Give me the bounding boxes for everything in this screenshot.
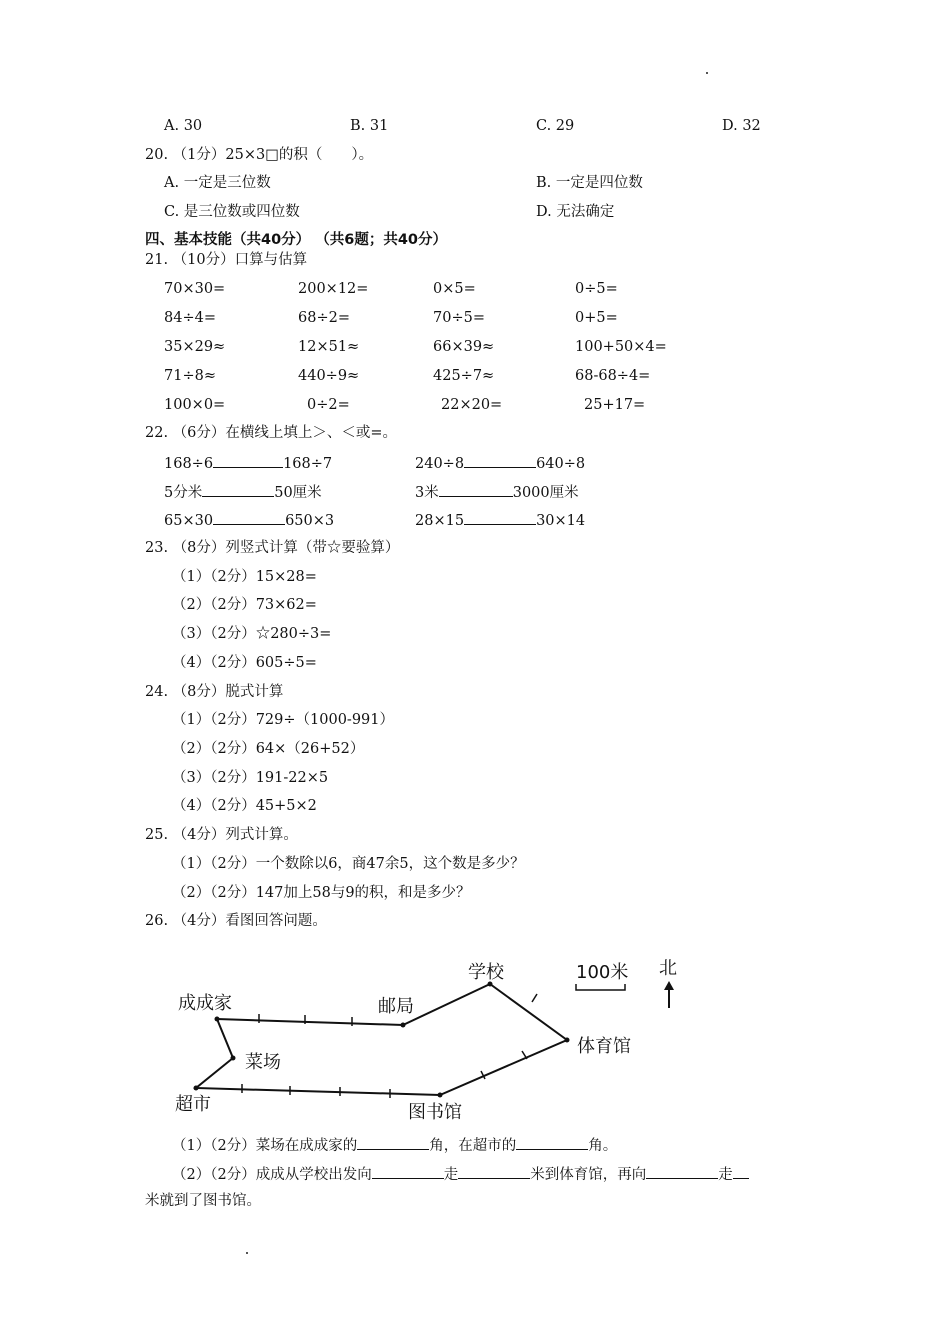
q21-cell: 71÷8≈	[164, 368, 216, 384]
q21-cell: 25+17=	[584, 397, 646, 413]
q20-option-d: D. 无法确定	[536, 204, 615, 220]
q24-item: （1）（2分）729÷（1000-991）	[172, 712, 395, 728]
answer-blank[interactable]	[372, 1166, 444, 1179]
q21-cell: 70÷5=	[433, 310, 485, 326]
q22-comparison	[164, 512, 334, 529]
dot-market	[231, 1056, 236, 1061]
answer-blank[interactable]	[213, 512, 285, 525]
route-map	[160, 950, 720, 1125]
answer-blank[interactable]	[458, 1166, 530, 1179]
q23-item: （1）（2分）15×28=	[172, 569, 317, 585]
q24-item: （2）（2分）64×（26+52）	[172, 741, 365, 757]
q26-sub1	[172, 1137, 617, 1154]
answer-blank[interactable]	[733, 1166, 749, 1179]
q22-comparison	[415, 455, 585, 472]
label-school: 学校	[468, 962, 504, 983]
answer-blank[interactable]	[646, 1166, 718, 1179]
q21-cell: 0÷2=	[307, 397, 350, 413]
q20-option-a: A. 一定是三位数	[164, 175, 271, 191]
q21-cell: 100×0=	[164, 397, 226, 413]
q26-sub2-continued: 米就到了图书馆。	[145, 1193, 261, 1209]
q22-right: 168÷7	[283, 456, 333, 472]
q21-cell: 0+5=	[575, 310, 618, 326]
q20-option-b: B. 一定是四位数	[536, 175, 643, 191]
dot-library	[438, 1093, 443, 1098]
q24-stem: 24. （8分）脱式计算	[145, 684, 284, 700]
q22-left: 168÷6	[164, 456, 214, 472]
dot-home	[215, 1017, 220, 1022]
q23-item: （4）（2分）605÷5=	[172, 655, 317, 671]
q21-cell: 425÷7≈	[433, 368, 495, 384]
q24-item: （4）（2分）45+5×2	[172, 798, 317, 814]
q20-stem: 20. （1分）25×3□的积（ ）。	[145, 147, 374, 163]
north-label: 北	[659, 958, 677, 979]
page-speck-bottom	[246, 1252, 248, 1254]
q21-cell: 0×5=	[433, 281, 476, 297]
q22-comparison	[415, 512, 585, 529]
label-supermarket: 超市	[175, 1094, 211, 1115]
q22-left: 5分米	[164, 485, 203, 501]
q21-cell: 84÷4=	[164, 310, 216, 326]
section-4-title: 四、基本技能（共40分） （共6题；共40分）	[145, 232, 447, 248]
q22-comparison	[415, 484, 579, 501]
q22-comparison	[164, 455, 332, 472]
dot-supermarket	[194, 1086, 199, 1091]
answer-blank[interactable]	[439, 484, 513, 497]
q22-right: 650×3	[285, 513, 335, 529]
q21-cell: 12×51≈	[298, 339, 360, 355]
q25-item: （1）（2分）一个数除以6，商47余5，这个数是多少？	[172, 856, 525, 872]
q22-stem: 22. （6分）在横线上填上＞、＜或=。	[145, 425, 398, 441]
scale-label: 100米	[576, 962, 629, 983]
q21-cell: 70×30=	[164, 281, 226, 297]
q20-option-c: C. 是三位数或四位数	[164, 204, 300, 220]
label-market: 菜场	[245, 1052, 281, 1073]
q19-option-c: C. 29	[536, 118, 575, 134]
answer-blank[interactable]	[464, 455, 536, 468]
q22-right: 50厘米	[274, 485, 322, 501]
q21-cell: 22×20=	[441, 397, 503, 413]
q26-sub2	[172, 1166, 749, 1183]
q26-sub1-text: 角，在超市的	[429, 1138, 517, 1154]
q22-right: 3000厘米	[512, 485, 579, 501]
q21-cell: 200×12=	[298, 281, 369, 297]
q22-left: 65×30	[164, 513, 214, 529]
label-library: 图书馆	[408, 1102, 462, 1123]
q26-sub1-text: 角。	[588, 1138, 618, 1154]
route-tick	[532, 994, 537, 1002]
dot-gym	[565, 1038, 570, 1043]
dot-post-office	[401, 1023, 406, 1028]
q21-cell: 100+50×4=	[575, 339, 667, 355]
scale-bar	[576, 962, 628, 990]
q22-left: 28×15	[415, 513, 465, 529]
label-post-office: 邮局	[378, 996, 414, 1017]
page-speck-top	[706, 72, 708, 74]
q23-item: （3）（2分）☆280÷3=	[172, 626, 332, 642]
q21-cell: 66×39≈	[433, 339, 495, 355]
q26-stem: 26. （4分）看图回答问题。	[145, 913, 327, 929]
scale-line	[576, 984, 625, 990]
q21-cell: 35×29≈	[164, 339, 226, 355]
q23-item: （2）（2分）73×62=	[172, 597, 317, 613]
q19-option-d: D. 32	[722, 118, 761, 134]
q26-sub1-text: （1）（2分）菜场在成成家的	[172, 1138, 358, 1154]
q22-comparison	[164, 484, 322, 501]
q24-item: （3）（2分）191-22×5	[172, 770, 329, 786]
label-home: 成成家	[178, 993, 232, 1014]
q21-cell: 440÷9≈	[298, 368, 360, 384]
q25-item: （2）（2分）147加上58与9的积，和是多少？	[172, 885, 471, 901]
q19-option-a: A. 30	[164, 118, 203, 134]
q26-sub2-text: 米到体育馆，再向	[530, 1167, 647, 1183]
q21-stem: 21. （10分）口算与估算	[145, 252, 308, 268]
q22-right: 30×14	[536, 513, 586, 529]
north-arrow	[659, 958, 677, 1008]
q21-cell: 68-68÷4=	[575, 368, 651, 384]
q22-left: 3米	[415, 485, 439, 501]
label-gym: 体育馆	[577, 1036, 631, 1057]
q25-stem: 25. （4分）列式计算。	[145, 827, 298, 843]
q22-left: 240÷8	[415, 456, 465, 472]
q21-cell: 0÷5=	[575, 281, 618, 297]
q19-option-b: B. 31	[350, 118, 389, 134]
q23-stem: 23. （8分）列竖式计算（带☆要验算）	[145, 540, 400, 556]
answer-blank[interactable]	[202, 484, 274, 497]
q26-sub2-text: （2）（2分）成成从学校出发向	[172, 1167, 372, 1183]
answer-blank[interactable]	[516, 1137, 588, 1150]
q21-cell: 68÷2=	[298, 310, 350, 326]
q26-sub2-text: 走	[443, 1167, 459, 1183]
q22-right: 640÷8	[536, 456, 586, 472]
answer-blank[interactable]	[357, 1137, 429, 1150]
q26-sub2-text: 走	[718, 1167, 733, 1183]
answer-blank[interactable]	[464, 512, 536, 525]
answer-blank[interactable]	[213, 455, 283, 468]
north-arrow-icon	[664, 981, 674, 990]
